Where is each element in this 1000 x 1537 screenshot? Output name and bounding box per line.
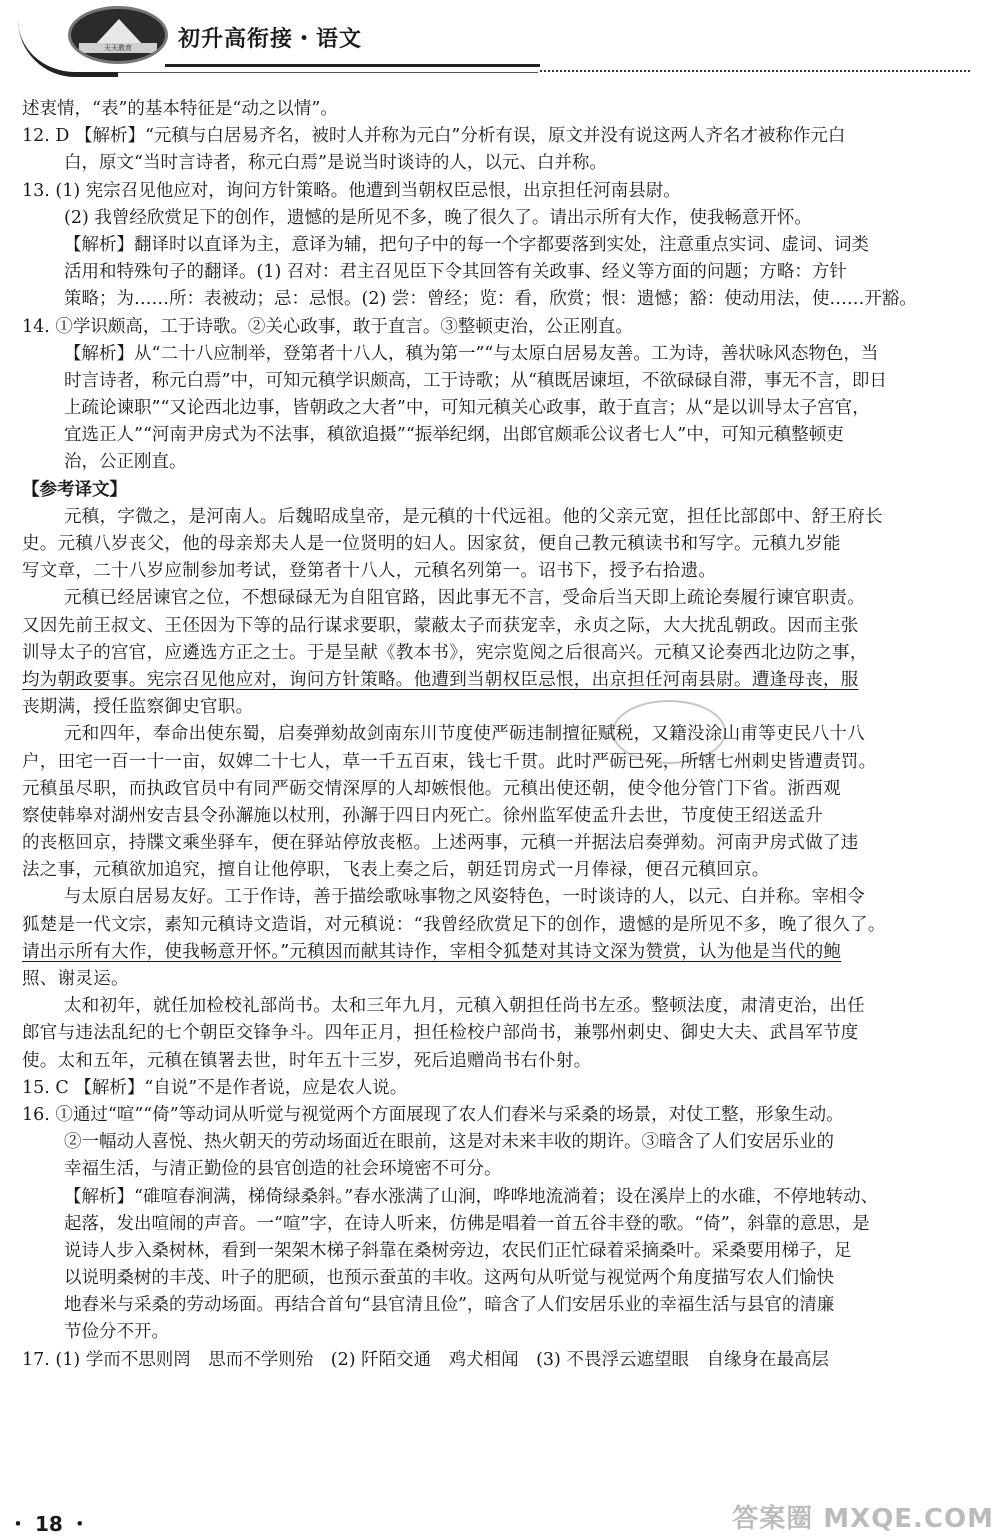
text-line: 以说明桑树的丰茂、叶子的肥硕，也预示蚕茧的丰收。这两句从听觉与视觉两个角度描写农人们愉快 [64,1268,834,1289]
translation-line-underlined: 均为朝政要事。宪宗召见他应对，询问方针策略。他遭到当朝权臣忌恨，出京担任河南县尉。遭逢母丧，服 [22,669,859,690]
answer-13: 13. (1) 宪宗召见他应对，询问方针策略。他遭到当朝权臣忌恨，出京担任河南县尉。 [22,180,681,201]
translation-line: 元和四年，奉命出使东蜀，启奏弹劾故剑南东川节度使严砺违制擅征赋税，又籍没涂山甫等吏民八十八 [64,724,865,745]
answer-14: 14. ①学识颇高，工于诗歌。②关心政事，敢于直言。③整顿吏治，公正刚直。 [22,316,633,337]
text-line: (2) 我曾经欣赏足下的创作，遗憾的是所见不多，晚了很久了。请出示所有大作，使我畅意开怀。 [64,207,812,228]
header-rule-solid [165,64,540,67]
text-line: 时言诗者，称元白焉”中，可知元稹学识颇高，工于诗歌；从“稹既居谏垣，不欲碌碌自滞，事无不言，即日 [64,370,887,391]
answer-17: 17. (1) 学而不思则罔 思而不学则殆 (2) 阡陌交通 鸡犬相闻 (3) 不畏浮云遮望眼 自缘身在最高层 [22,1349,829,1370]
text-line: 地舂米与采桑的劳动场面。再结合首句“县官清且俭”，暗含了人们安居乐业的幸福生活与县官的清廉 [64,1295,835,1316]
text-line: 幸福生活，与清正勤俭的县官创造的社会环境密不可分。 [64,1159,502,1180]
publisher-logo-icon [68,6,168,64]
translation-line: 狐楚是一代文宗，素知元稹诗文造诣，对元稹说：“我曾经欣赏足下的创作，遗憾的是所见不多，晚了很久了。 [22,914,886,935]
translation-line: 郎官与违法乱纪的七个朝臣交锋争斗。四年正月，担任检校户部尚书，兼鄂州刺史、御史大夫、武昌军节度 [22,1023,859,1044]
header-rule-dotted [540,70,970,72]
translation-line: 察使韩皋对湖州安吉县令孙澥施以杖刑，孙澥于四日内死亡。徐州监军使孟升去世，节度使王绍送孟升 [22,805,823,826]
translation-line: 元稹，字微之，是河南人。后魏昭成皇帝，是元稹的十代远祖。他的父亲元宽，担任比部郎中、舒王府长 [64,506,883,527]
translation-line: 元稹已经居谏官之位，不想碌碌无为自阻官路，因此事无不言，受命后当天即上疏论奏履行谏官职责。 [64,588,865,609]
text-line: 起落，发出喧闹的声音。一“喧”字，在诗人听来，仿佛是唱着一首五谷丰登的歌。“倚”，斜靠的意思，是 [64,1213,870,1234]
translation-line: 使。太和五年，元稹在镇署去世，时年五十三岁，死后追赠尚书右仆射。 [22,1050,592,1071]
translation-line: 太和初年，就任加检校礼部尚书。太和三年九月，元稹入朝担任尚书左丞。整顿法度，肃清吏治，出任 [64,996,865,1017]
translation-line: 户，田宅一百一十一亩，奴婢二十七人，草一千五百束，钱七千贯。此时严砺已死，所辖七州刺史皆遭责罚。 [22,751,877,772]
translation-line: 写文章，二十八岁应制参加考试，登第者十八人，元稹名列第一。诏书下，授予右拾遗。 [22,561,717,582]
text-line: 说诗人步入桑树林，看到一架架木梯子斜靠在桑树旁边，农民们正忙碌着采摘桑叶。采桑要用梯子，足 [64,1240,852,1261]
text-line: 策略；为……所：表被动；忌：忌恨。(2) 尝：曾经；览：看，欣赏；恨：遗憾；豁：使动用法，使……开豁。 [64,289,917,310]
text-line: 上疏论谏职”“又论西北边事，皆朝政之大者”中，可知元稹关心政事，敢于直言；从“是以训导太子宫官， [64,398,870,419]
translation-line: 又因先前王叔文、王伾因为下等的品行谋求要职，蒙蔽太子而获宠幸，永贞之际，大大扰乱朝政。因而主张 [22,615,859,636]
translation-line: 史。元稹八岁丧父，他的母亲郑夫人是一位贤明的妇人。因家贫，便自己教元稹读书和写字。元稹九岁能 [22,534,841,554]
translation-line: 训导太子的宫官，应遴选方正之士。于是呈献《教本书》，宪宗览阅之后很高兴。元稹又论奏西北边防之事， [22,642,868,663]
translation-line: 照、谢灵运。 [22,969,129,989]
answer-16: 16. ①通过“喧”“倚”等动词从听觉与视觉两个方面展现了农人们舂米与采桑的场景，对仗工整，形象生动。 [22,1104,844,1125]
watermark: 答案圈 MXQE.COM [732,1504,994,1534]
header-rule-thin [118,72,538,73]
translation-line: 法之事，元稹欲加追究，擅自让他停职，飞表上奏之后，朝廷罚房式一月俸禄，便召元稹回京。 [22,860,770,881]
reference-translation-heading: 【参考译文】 [22,479,127,500]
translation-line-underlined: 请出示所有大作，使我畅意开怀。”元稹因而献其诗作，宰相令狐楚对其诗文深为赞赏，认为他是当代的鲍 [22,941,842,962]
translation-line: 元稹虽尽职，而执政官员中有同严砺交情深厚的人却嫉恨他。元稹出使还朝，使令他分管门下省。浙西观 [22,778,841,799]
header-title: 初升高衔接・语文 [178,27,363,52]
text-line: 述衷情，“表”的基本特征是“动之以情”。 [22,99,338,119]
logo-text: 天天教育 [79,43,157,53]
page-header [0,0,1000,82]
text-line: 活用和特殊句子的翻译。(1) 召对：君主召见臣下令其回答有关政事、经义等方面的问题；方略：方针 [64,262,847,283]
translation-line: 与太原白居易友好。工于作诗，善于描绘歌咏事物之风姿特色，一时谈诗的人，以元、白并称。宰相令 [64,887,865,908]
answer-text-body [22,96,972,1374]
answer-15: 15. C 【解析】“自说”不是作者说，应是农人说。 [22,1077,408,1098]
analysis-line: 【解析】翻译时以直译为主，意译为辅，把句子中的每一个字都要落到实处，注意重点实词、虚词、词类 [64,234,869,255]
text-line: 宜选正人”“河南尹房式为不法事，稹欲追摄”“振举纪纲，出郎官颇乖公议者七人”中，可知元稹整顿吏 [64,425,844,446]
text-line: ②一幅动人喜悦、热火朝天的劳动场面近在眼前，这是对未来丰收的期许。③暗含了人们安居乐业的 [64,1132,834,1153]
analysis-line: 【解析】从“二十八应制举，登第者十八人，稹为第一”“与太原白居易友善。工为诗，善状咏风态物色，当 [64,343,879,364]
analysis-line: 【解析】“碓喧春涧满，梯倚绿桑斜。”春水涨满了山涧，哗哗地流淌着；设在溪岸上的水碓，不停地转动、 [64,1186,879,1207]
translation-line: 的丧柩回京，持牒文乘坐驿车，便在驿站停放丧柩。上述两事，元稹一并据法启奏弹劾。河南尹房式做了违 [22,833,859,854]
text-line: 治，公正刚直。 [64,452,187,473]
text-line: 节俭分不开。 [64,1322,169,1343]
text-line: 白，原文“当时言诗者，称元白焉”是说当时谈诗的人，以元、白并称。 [64,153,607,174]
answer-12: 12. D 【解析】“元稹与白居易齐名，被时人并称为元白”分析有误，原文并没有说这两人齐名才被称作元白 [22,126,846,147]
page-number: ・ 18 ・ [8,1512,90,1536]
translation-line: 丧期满，授任监察御史官职。 [22,697,254,718]
